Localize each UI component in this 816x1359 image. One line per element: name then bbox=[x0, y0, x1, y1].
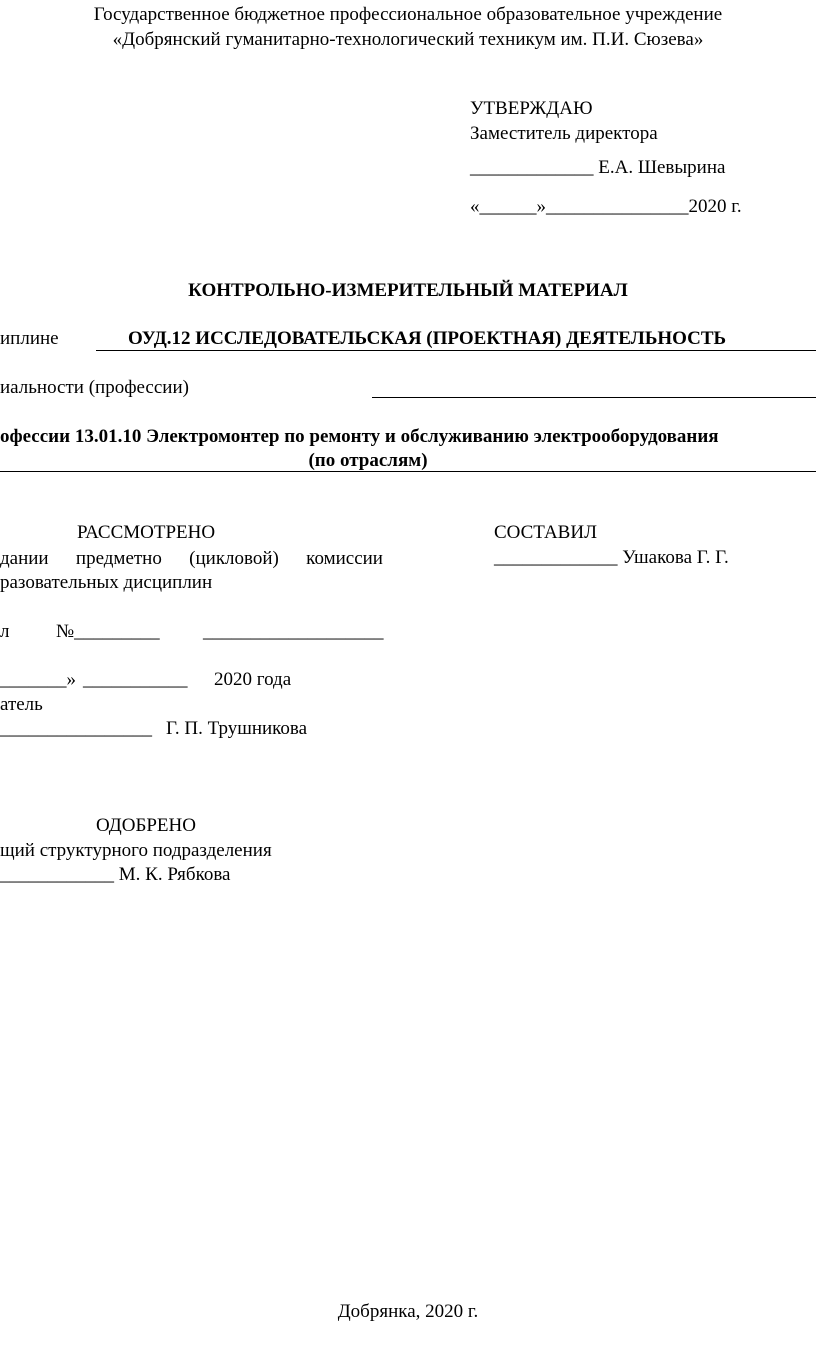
compiled-signature: _____________ Ушакова Г. Г. bbox=[494, 547, 729, 568]
footer-city-year: Добрянка, 2020 г. bbox=[337, 1301, 479, 1322]
approval-date: «______»_______________2020 г. bbox=[470, 196, 742, 217]
institution-line-2: «Добрянский гуманитарно-технологический техникум им. П.И. Сюзева» bbox=[112, 29, 704, 50]
approved-title: ОДОБРЕНО bbox=[96, 815, 196, 836]
document-title: КОНТРОЛЬНО-ИЗМЕРИТЕЛЬНЫЙ МАТЕРИАЛ bbox=[188, 280, 628, 301]
reviewed-title: РАССМОТРЕНО bbox=[77, 522, 216, 543]
discipline-underline bbox=[96, 350, 816, 351]
reviewed-word-2: предметно bbox=[75, 548, 162, 569]
protocol-label: л bbox=[0, 621, 10, 642]
specialty-label: иальности (профессии) bbox=[0, 377, 189, 398]
approved-line-1: щий структурного подразделения bbox=[0, 840, 272, 861]
chair-signature-line: ________________ bbox=[0, 718, 152, 739]
review-date-blank: ___________ bbox=[83, 669, 188, 690]
discipline-value: ОУД.12 ИССЛЕДОВАТЕЛЬСКАЯ (ПРОЕКТНАЯ) ДЕЯТЕЛЬНОСТЬ bbox=[128, 328, 727, 349]
reviewed-word-4: комиссии bbox=[306, 548, 383, 569]
reviewed-line-1 bbox=[0, 548, 383, 570]
reviewed-word-3: (цикловой) bbox=[189, 548, 279, 569]
chair-name: Г. П. Трушникова bbox=[166, 718, 308, 739]
institution-line-1: Государственное бюджетное профессиональное образовательное учреждение bbox=[93, 4, 723, 25]
approval-signature: _____________ Е.А. Шевырина bbox=[470, 157, 726, 178]
review-date-quote: _______» bbox=[0, 669, 76, 690]
chair-label: атель bbox=[0, 694, 43, 715]
profession-underline bbox=[0, 471, 816, 472]
specialty-underline bbox=[372, 397, 816, 398]
approved-signature: ____________ М. К. Рябкова bbox=[0, 864, 231, 885]
profession-line-2: (по отраслям) bbox=[308, 450, 428, 471]
approval-position: Заместитель директора bbox=[470, 123, 658, 144]
reviewed-word-1: дании bbox=[0, 548, 49, 569]
review-date-year: 2020 года bbox=[214, 669, 292, 690]
reviewed-line-2: разовательных дисциплин bbox=[0, 572, 213, 593]
protocol-number: №_________ bbox=[56, 621, 160, 642]
protocol-blank: ___________________ bbox=[203, 621, 384, 642]
compiled-title: СОСТАВИЛ bbox=[494, 522, 597, 543]
profession-line-1: офессии 13.01.10 Электромонтер по ремонту и обслуживанию электрооборудования bbox=[0, 426, 719, 447]
approval-title: УТВЕРЖДАЮ bbox=[470, 98, 593, 119]
discipline-label: иплине bbox=[0, 328, 59, 349]
